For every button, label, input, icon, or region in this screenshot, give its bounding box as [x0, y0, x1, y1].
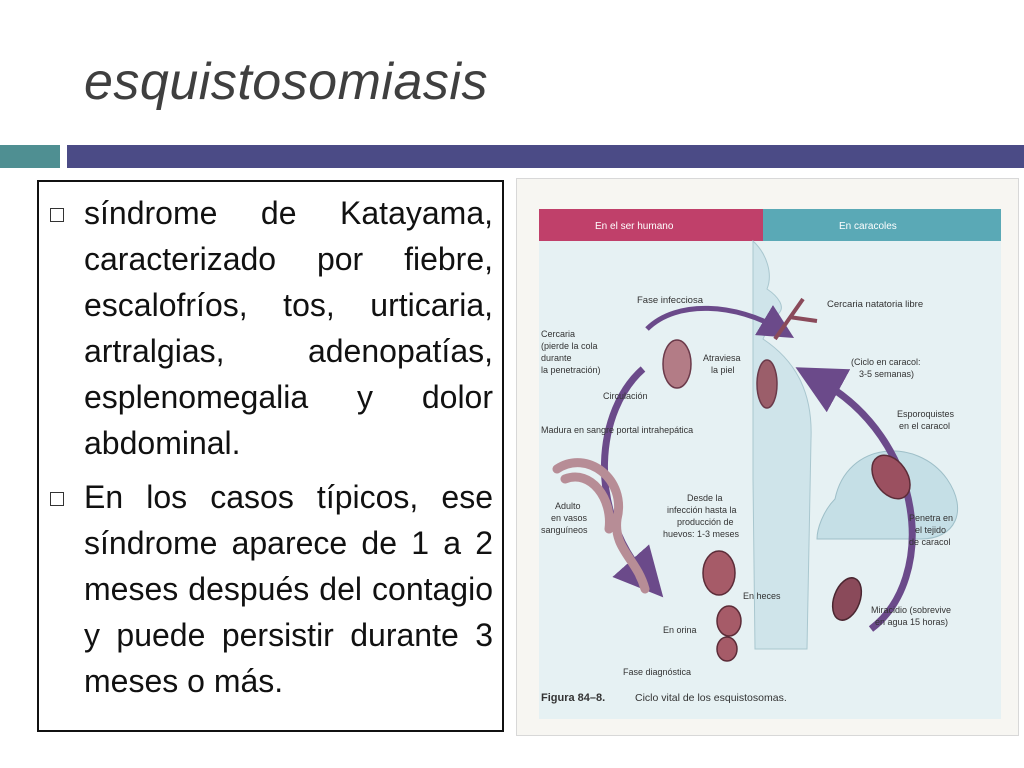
label-cercaria-line3: durante [541, 353, 572, 363]
life-cycle-figure [516, 178, 1019, 736]
label-penetra-line3: de caracol [909, 537, 951, 547]
label-esporoquistes-line2: en el caracol [899, 421, 951, 431]
label-cercaria-natatoria: Cercaria natatoria libre [827, 299, 924, 310]
label-en-heces: En heces [743, 591, 781, 601]
egg-urine-2 [717, 637, 737, 661]
bullet-item [46, 474, 493, 704]
egg-feces [703, 551, 735, 595]
label-circulacion: Circulación [603, 391, 648, 401]
bullet-text: En los casos típicos, ese síndrome aparece de 1 a 2 meses después del contagio y puede persistir durante 3 meses o más. [84, 479, 493, 699]
label-atraviesa: Atraviesa [703, 353, 741, 363]
label-madura: Madura en sangre portal intrahepática [541, 425, 694, 435]
label-desde-line3: producción de [677, 517, 734, 527]
bullet-square-icon [50, 208, 64, 222]
human-header-label: En el ser humano [595, 221, 674, 232]
label-adulto-line3: sanguíneos [541, 525, 588, 535]
title-accent-bar-right [67, 145, 1024, 168]
label-miracidio: Miracidio (sobrevive [871, 605, 952, 615]
bullet-list [46, 190, 493, 704]
title-accent-bar-left [0, 145, 60, 168]
label-cercaria-line4: la penetración) [541, 365, 601, 375]
slide-title: esquistosomiasis [84, 53, 488, 111]
label-ciclo-caracol: (Ciclo en caracol: [851, 357, 921, 367]
label-atraviesa-line2: la piel [711, 365, 735, 375]
label-ciclo-semanas: 3-5 semanas) [859, 369, 915, 379]
cercaria-organism [663, 340, 691, 388]
label-desde: Desde la [687, 493, 723, 503]
label-adulto: Adulto [555, 501, 581, 511]
bullet-item [46, 190, 493, 466]
label-fase-infecciosa: Fase infecciosa [637, 295, 704, 306]
label-fase-diagnostica: Fase diagnóstica [623, 667, 692, 677]
label-esporoquistes: Esporoquistes [897, 409, 955, 419]
label-en-orina: En orina [663, 625, 697, 635]
label-cercaria-line2: (pierde la cola [541, 341, 598, 351]
figure-caption-number: Figura 84–8. [541, 692, 606, 704]
egg-urine-1 [717, 606, 741, 636]
label-cercaria: Cercaria [541, 329, 576, 339]
label-penetra-line2: el tejido [915, 525, 947, 535]
figure-caption-text: Ciclo vital de los esquistosomas. [635, 692, 787, 704]
penetrating-cercaria-organism [757, 360, 777, 408]
label-adulto-line2: en vasos [551, 513, 588, 523]
label-desde-line4: huevos: 1-3 meses [663, 529, 740, 539]
label-miracidio-line2: en agua 15 horas) [875, 617, 949, 627]
bullet-text: síndrome de Katayama, caracterizado por fiebre, escalofríos, tos, urticaria, artralgias, adenopatías, esplenomegalia y dolor abdominal. [84, 195, 493, 461]
bullet-square-icon [50, 492, 64, 506]
label-penetra: Penetra en [909, 513, 954, 523]
life-cycle-diagram [517, 179, 1020, 737]
snail-header-label: En caracoles [839, 221, 897, 232]
label-desde-line2: infección hasta la [667, 505, 737, 515]
